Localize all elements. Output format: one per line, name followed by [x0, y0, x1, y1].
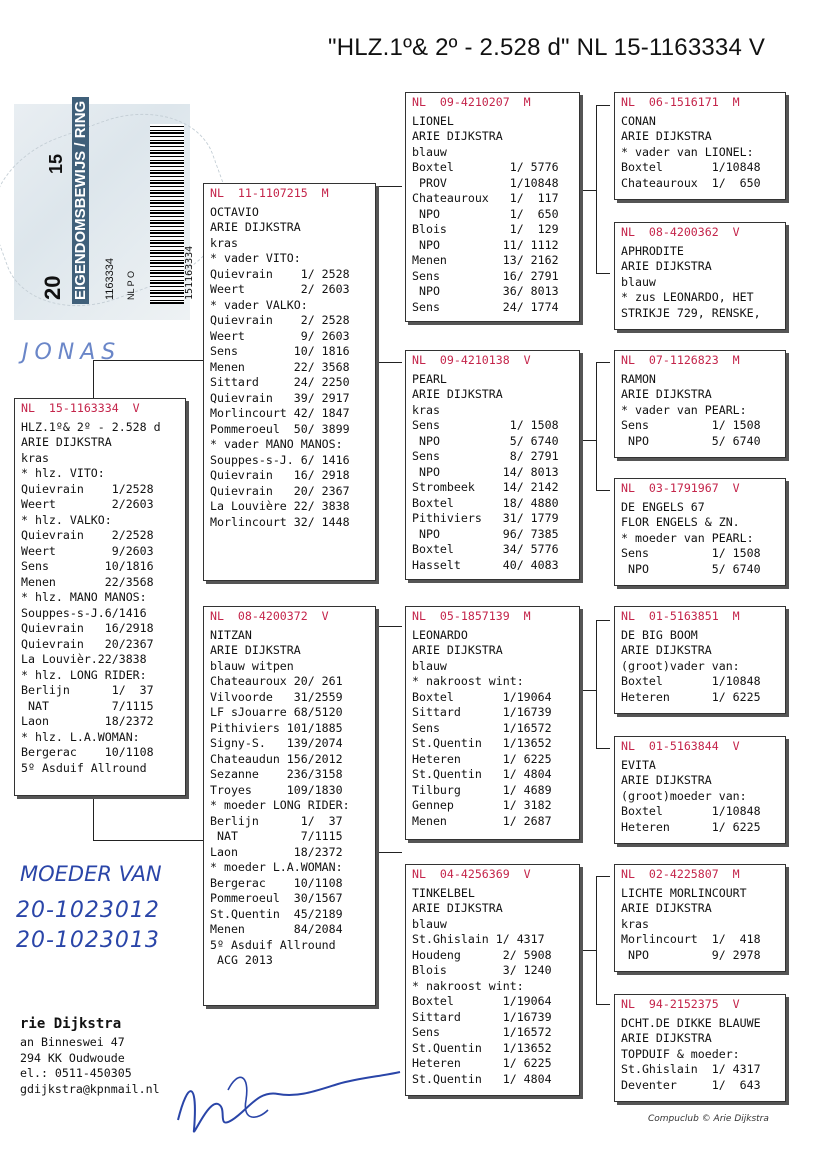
result-line: Sittard 1/16739	[412, 705, 552, 719]
result-line: Weert 9/2603	[21, 543, 154, 558]
result-line: Boxtel 1/10848	[621, 160, 761, 174]
result-line: Weert 2/2603	[21, 497, 154, 511]
ring-header: NL 11-1107215 M	[210, 186, 329, 200]
result-line: Sens 16/ 2791	[412, 268, 559, 283]
result-line: Pithiviers 101/1885	[210, 720, 343, 735]
box-lines	[210, 205, 369, 531]
result-line: STRIKJE 729, RENSKE,	[621, 305, 761, 320]
result-line: ARIE DIJKSTRA	[412, 901, 503, 915]
pedigree-box-sds	[614, 350, 786, 458]
result-line: Quievrain 2/ 2528	[210, 313, 350, 327]
ring-header: NL 02-4225807 M	[621, 867, 740, 881]
result-line: Signy-S. 139/2074	[210, 736, 343, 750]
result-line: ARIE DIJKSTRA	[621, 643, 712, 657]
result-line: NPO 14/ 8013	[412, 464, 559, 479]
connector	[580, 950, 596, 951]
result-line: * vader VITO:	[210, 251, 301, 265]
ring-header: NL 15-1163334 V	[21, 401, 140, 415]
result-line: Sens 10/1816	[21, 559, 154, 573]
result-line: kras	[210, 235, 238, 250]
result-line: Souppes-s-J.6/1416	[21, 605, 147, 620]
handwritten-note: MOEDER VAN	[20, 862, 162, 886]
result-line: ARIE DIJKSTRA	[210, 220, 301, 234]
connector	[596, 362, 597, 490]
result-line: Sittard 1/16739	[412, 1009, 552, 1024]
result-line: Quievrain 39/ 2917	[210, 390, 350, 405]
pedigree-box-dam-dam	[405, 864, 580, 1096]
ring-header: NL 01-5163844 V	[621, 739, 740, 753]
result-line: Vilvoorde 31/2559	[210, 689, 343, 704]
result-line: Berlijn 1/ 37	[210, 813, 343, 828]
result-line: DCHT.DE DIKKE BLAUWE	[621, 1015, 761, 1030]
result-line: Chateauroux 20/ 261	[210, 674, 343, 688]
owner-contact	[20, 1015, 160, 1097]
result-line: PROV 1/10848	[412, 175, 559, 190]
connector	[596, 105, 610, 106]
result-line: FLOR ENGELS & ZN.	[621, 515, 740, 529]
box-lines	[21, 420, 179, 777]
result-line: Heteren 1/ 6225	[621, 689, 761, 704]
result-line: Morlincourt 42/ 1847	[210, 406, 350, 420]
result-line: St.Quentin 1/13652	[412, 736, 552, 750]
result-line: * moeder LONG RIDER:	[210, 798, 350, 812]
owner-address: an Binneswei 47	[20, 1035, 125, 1049]
owner-email: gdijkstra@kpnmail.nl	[20, 1081, 160, 1096]
result-line: Blois 1/ 129	[412, 222, 559, 236]
result-line: La Louvière 22/ 3838	[210, 499, 350, 513]
connector	[376, 626, 377, 852]
result-line: OCTAVIO	[210, 204, 259, 219]
result-line: * vader van PEARL:	[621, 402, 747, 417]
organisation-label: NL P O	[126, 270, 136, 300]
connector	[596, 362, 610, 363]
result-line: kras	[21, 450, 49, 465]
result-line: Chateauroux 1/ 117	[412, 191, 559, 205]
result-line: ARIE DIJKSTRA	[412, 129, 503, 143]
result-line: blauw witpen	[210, 658, 294, 673]
ring-header: NL 09-4210207 M	[412, 95, 531, 109]
box-lines	[621, 114, 779, 192]
result-line: * vader VALKO:	[210, 297, 308, 312]
connector	[580, 440, 596, 441]
result-line: Sittard 24/ 2250	[210, 375, 350, 389]
pedigree-box-sire	[203, 183, 376, 581]
box-lines	[621, 1016, 779, 1094]
result-line: Morlincourt 32/ 1448	[210, 514, 350, 529]
pedigree-box-ssd	[614, 222, 786, 330]
result-line: Weert 9/ 2603	[210, 328, 350, 343]
result-line: EVITA	[621, 757, 656, 772]
result-line: Quievrain 20/2367	[21, 636, 154, 651]
result-line: Strombeek 14/ 2142	[412, 480, 559, 494]
result-line: Quievrain 2/2528	[21, 528, 154, 542]
pedigree-box-dss	[614, 606, 786, 714]
result-line: Bergerac 10/1108	[21, 745, 154, 759]
page-title: "HLZ.1º& 2º - 2.528 d" NL 15-1163334 V	[328, 34, 766, 61]
result-line: NPO 9/ 2978	[621, 947, 761, 962]
box-lines	[210, 628, 369, 969]
result-line: 5º Asduif Allround	[21, 760, 147, 775]
result-line: Sens 1/ 1508	[412, 418, 559, 432]
result-line: Sens 1/16572	[412, 720, 552, 735]
result-line: Pommeroeul 30/1567	[210, 891, 343, 905]
result-line: LIONEL	[412, 113, 454, 128]
ring-year: 20	[40, 275, 65, 300]
result-line: Menen 84/2084	[210, 922, 343, 936]
result-line: ARIE DIJKSTRA	[621, 259, 712, 273]
result-line: Houdeng 2/ 5908	[412, 947, 552, 962]
result-line: Heteren 1/ 6225	[412, 751, 552, 766]
result-line: blauw	[412, 658, 447, 673]
result-line: Blois 3/ 1240	[412, 963, 552, 977]
result-line: Gennep 1/ 3182	[412, 798, 552, 812]
result-line: Sens 1/ 1508	[621, 418, 761, 432]
result-line: Sens 8/ 2791	[412, 449, 559, 463]
box-lines	[621, 500, 779, 578]
result-line: blauw	[412, 916, 447, 931]
box-lines	[412, 372, 573, 574]
result-line: Morlincourt 1/ 418	[621, 932, 761, 946]
result-line: ARIE DIJKSTRA	[621, 901, 712, 915]
result-line: Sens 1/16572	[412, 1025, 552, 1039]
connector	[376, 362, 402, 363]
result-line: Laon 18/2372	[21, 714, 154, 728]
pedigree-box-sss	[614, 92, 786, 200]
box-lines	[621, 244, 779, 322]
box-lines	[621, 372, 779, 450]
result-line: ARIE DIJKSTRA	[621, 129, 712, 143]
ring-header: NL 05-1857139 M	[412, 609, 531, 623]
result-line: TOPDUIF & moeder:	[621, 1046, 740, 1061]
result-line: Quievrain 1/2528	[21, 481, 154, 496]
result-line: Sens 1/ 1508	[621, 546, 761, 560]
pedigree-box-dam-sire	[405, 606, 580, 840]
box-lines	[412, 886, 573, 1088]
connector	[376, 186, 402, 187]
connector	[596, 105, 597, 273]
result-line: Deventer 1/ 643	[621, 1077, 761, 1092]
ring-ownership-card	[14, 100, 195, 320]
result-line: DE BIG BOOM	[621, 627, 698, 642]
result-line: Pithiviers 31/ 1779	[412, 511, 559, 525]
result-line: * hlz. LONG RIDER:	[21, 667, 147, 682]
result-line: St.Quentin 1/13652	[412, 1040, 552, 1055]
connector	[596, 273, 610, 274]
result-line: NPO 36/ 8013	[412, 284, 559, 298]
result-line: kras	[621, 916, 649, 931]
result-line: Troyes 109/1830	[210, 782, 343, 797]
result-line: St.Ghislain 1/ 4317	[621, 1062, 761, 1076]
ring-header: NL 94-2152375 V	[621, 997, 740, 1011]
owner-city: 294 KK Oudwoude	[20, 1050, 125, 1065]
ring-code: 15	[46, 153, 66, 174]
result-line: St.Quentin 45/2189	[210, 906, 343, 921]
ring-number: 1163334	[104, 257, 116, 300]
result-line: LICHTE MORLINCOURT	[621, 885, 747, 900]
result-line: Quievrain 16/2918	[21, 621, 154, 635]
connector	[596, 876, 610, 877]
result-line: Souppes-s-J. 6/ 1416	[210, 452, 350, 467]
result-line: Weert 2/ 2603	[210, 282, 350, 296]
result-line: NPO 5/ 6740	[621, 561, 761, 576]
result-line: La Louvièr.22/3838	[21, 652, 147, 666]
result-line: Chateaudun 156/2012	[210, 751, 343, 766]
result-line: NPO 1/ 650	[412, 206, 559, 221]
result-line: ARIE DIJKSTRA	[412, 643, 503, 657]
result-line: * hlz. VALKO:	[21, 512, 112, 527]
result-line: Quievrain 16/ 2918	[210, 468, 350, 482]
pedigree-box-sire-sire	[405, 92, 580, 322]
barcode	[150, 124, 184, 304]
result-line: * moeder L.A.WOMAN:	[210, 860, 343, 874]
result-line: (groot)moeder van:	[621, 788, 747, 803]
ring-header: NL 09-4210138 V	[412, 353, 531, 367]
footer-credit: Compuclub © Arie Dijkstra	[648, 1114, 769, 1124]
result-line: * vader MANO MANOS:	[210, 437, 343, 451]
pedigree-box-dsd	[614, 736, 786, 844]
connector	[93, 796, 94, 840]
ring-header: NL 08-4200372 V	[210, 609, 329, 623]
box-lines	[621, 758, 779, 836]
ring-header: NL 03-1791967 V	[621, 481, 740, 495]
result-line: Sezanne 236/3158	[210, 767, 343, 781]
result-line: * vader van LIONEL:	[621, 144, 754, 159]
result-line: ARIE DIJKSTRA	[412, 387, 503, 401]
result-line: Quievrain 1/ 2528	[210, 266, 350, 281]
result-line: TINKELBEL	[412, 885, 475, 900]
result-line: ARIE DIJKSTRA	[621, 1031, 712, 1045]
connector	[93, 360, 94, 398]
result-line: NPO 96/ 7385	[412, 526, 559, 541]
connector	[596, 620, 610, 621]
result-line: NAT 7/1115	[21, 698, 154, 713]
owner-name: rie Dijkstra	[20, 1016, 122, 1032]
connector	[596, 876, 597, 1004]
result-line: Boxtel 1/19064	[412, 994, 552, 1008]
result-line: * hlz. L.A.WOMAN:	[21, 729, 140, 744]
result-line: St.Quentin 1/ 4804	[412, 1071, 552, 1086]
handwritten-ring-1: 20-1023012	[16, 898, 160, 923]
result-line: Menen 22/3568	[21, 574, 154, 589]
result-line: PEARL	[412, 371, 447, 386]
result-line: Bergerac 10/1108	[210, 875, 343, 890]
result-line: ARIE DIJKSTRA	[21, 435, 112, 449]
ring-header: NL 08-4200362 V	[621, 225, 740, 239]
result-line: NITZAN	[210, 627, 252, 642]
handwritten-ring-2: 20-1023013	[16, 928, 160, 953]
result-line: Menen 22/ 3568	[210, 359, 350, 374]
pedigree-box-main	[14, 398, 186, 796]
result-line: NPO 11/ 1112	[412, 237, 559, 252]
result-line: Heteren 1/ 6225	[412, 1056, 552, 1070]
result-line: Hasselt 40/ 4083	[412, 557, 559, 572]
connector	[376, 186, 377, 362]
result-line: DE ENGELS 67	[621, 499, 705, 514]
result-line: APHRODITE	[621, 243, 684, 258]
result-line: * hlz. VITO:	[21, 466, 105, 480]
ring-header: NL 04-4256369 V	[412, 867, 531, 881]
result-line: Pommeroeul 50/ 3899	[210, 421, 350, 436]
result-line: kras	[412, 402, 440, 417]
pedigree-box-dam	[203, 606, 376, 1006]
connector	[93, 840, 203, 841]
result-line: * nakroost wint:	[412, 674, 524, 688]
result-line: Boxtel 1/10848	[621, 804, 761, 818]
connector	[580, 690, 596, 691]
result-line: Boxtel 34/ 5776	[412, 542, 559, 556]
box-lines	[621, 886, 779, 964]
result-line: ARIE DIJKSTRA	[210, 643, 301, 657]
result-line: Boxtel 1/10848	[621, 674, 761, 688]
pedigree-box-sdd	[614, 478, 786, 586]
result-line: CONAN	[621, 113, 656, 128]
result-line: Quievrain 20/ 2367	[210, 483, 350, 498]
ring-header: NL 01-5163851 M	[621, 609, 740, 623]
pedigree-box-dds	[614, 864, 786, 972]
result-line: blauw	[621, 274, 656, 289]
result-line: Tilburg 1/ 4689	[412, 782, 552, 797]
result-line: Menen 1/ 2687	[412, 813, 552, 828]
box-lines	[621, 628, 779, 706]
ring-header: NL 07-1126823 M	[621, 353, 740, 367]
result-line: * moeder van PEARL:	[621, 530, 754, 545]
connector	[596, 620, 597, 748]
pedigree-box-sire-dam	[405, 350, 580, 580]
result-line: * zus LEONARDO, HET	[621, 290, 754, 304]
result-line: Menen 13/ 2162	[412, 253, 559, 267]
result-line: HLZ.1º& 2º - 2.528 d	[21, 419, 161, 434]
result-line: Sens 24/ 1774	[412, 299, 559, 314]
connector	[596, 490, 610, 491]
result-line: ACG 2013	[210, 953, 273, 967]
result-line: Berlijn 1/ 37	[21, 683, 154, 697]
box-lines	[412, 114, 573, 316]
owner-phone: el.: 0511-450305	[20, 1066, 132, 1080]
connector	[596, 748, 610, 749]
result-line: LF sJouarre 68/5120	[210, 705, 343, 719]
connector	[596, 1004, 610, 1005]
connector	[376, 626, 402, 627]
ring-header: NL 06-1516171 M	[621, 95, 740, 109]
result-line: NPO 5/ 6740	[412, 433, 559, 448]
result-line: St.Quentin 1/ 4804	[412, 767, 552, 781]
handwritten-name: JONAS	[22, 340, 122, 365]
barcode-number: 151163334	[184, 245, 195, 300]
result-line: Chateauroux 1/ 650	[621, 175, 761, 190]
result-line: NAT 7/1115	[210, 829, 343, 843]
result-line: * hlz. MANO MANOS:	[21, 590, 147, 604]
pedigree-box-ddd	[614, 994, 786, 1102]
result-line: Sens 10/ 1816	[210, 344, 350, 358]
signature	[168, 1060, 418, 1140]
result-line: Laon 18/2372	[210, 844, 343, 859]
result-line: Heteren 1/ 6225	[621, 819, 761, 834]
connector	[580, 190, 596, 191]
connector	[376, 852, 402, 853]
result-line: Boxtel 18/ 4880	[412, 495, 559, 510]
result-line: Boxtel 1/ 5776	[412, 160, 559, 174]
result-line: Boxtel 1/19064	[412, 689, 552, 704]
result-line: 5º Asduif Allround	[210, 937, 336, 952]
ownership-label: EIGENDOMSBEWIJS / RING	[72, 97, 89, 304]
result-line: ARIE DIJKSTRA	[621, 773, 712, 787]
result-line: LEONARDO	[412, 627, 468, 642]
result-line: RAMON	[621, 371, 656, 386]
result-line: (groot)vader van:	[621, 658, 740, 673]
box-lines	[412, 628, 573, 830]
result-line: * nakroost wint:	[412, 978, 524, 993]
result-line: blauw	[412, 144, 447, 159]
result-line: St.Ghislain 1/ 4317	[412, 932, 545, 946]
result-line: NPO 5/ 6740	[621, 433, 761, 448]
result-line: ARIE DIJKSTRA	[621, 387, 712, 401]
